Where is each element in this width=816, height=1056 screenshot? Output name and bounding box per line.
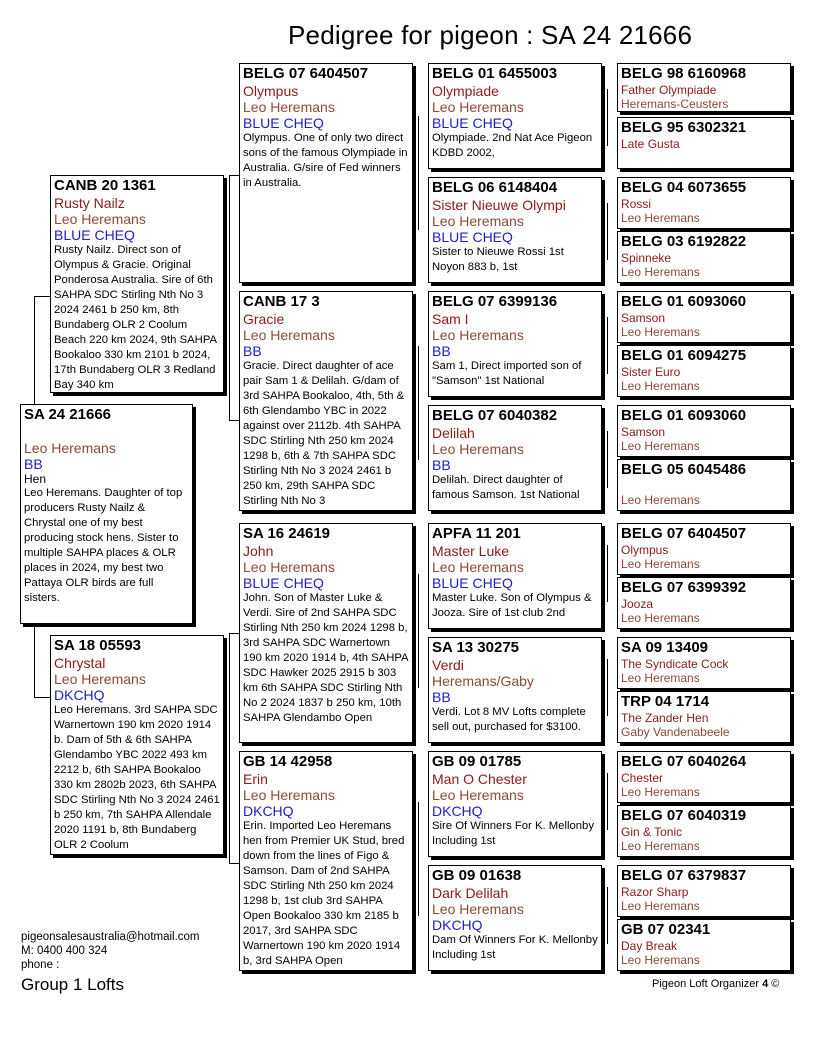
pigeon-name: Man O Chester: [432, 771, 527, 787]
pigeon-name: The Syndicate Cock: [621, 657, 729, 671]
breeder: Leo Heremans: [243, 787, 335, 803]
contact-email[interactable]: pigeonsalesaustralia@hotmail.com: [21, 931, 200, 943]
breeder: Leo Heremans: [54, 211, 146, 227]
breeder: Leo Heremans: [24, 440, 116, 456]
ring-number: BELG 05 6045486: [621, 461, 747, 478]
ancestor-card[interactable]: [617, 459, 791, 511]
ancestor-card[interactable]: [617, 577, 791, 629]
ancestor-card[interactable]: [617, 345, 791, 397]
ancestor-card[interactable]: [617, 523, 791, 575]
contact-mobile: M: 0400 400 324: [21, 945, 108, 957]
pigeon-name: Gin & Tonic: [621, 825, 683, 839]
pigeon-name: [24, 424, 189, 440]
connector-line: [607, 887, 608, 944]
ancestor-card[interactable]: [617, 691, 791, 743]
connector-line: [418, 802, 419, 916]
connector-line: [607, 659, 608, 716]
pigeon-name: [621, 479, 787, 493]
grandsire-card[interactable]: [239, 523, 413, 743]
breeder: Leo Heremans: [243, 99, 335, 115]
ancestor-card[interactable]: [428, 523, 602, 629]
breeder: Leo Heremans: [54, 671, 146, 687]
pigeon-color: BB: [432, 457, 451, 473]
connector-line: [229, 420, 239, 421]
ring-number: GB 07 02341: [621, 921, 711, 938]
ancestor-card[interactable]: [617, 865, 791, 917]
granddam-card[interactable]: [239, 291, 413, 511]
pigeon-name: Late Gusta: [621, 137, 680, 151]
grandsire-card[interactable]: [239, 63, 413, 283]
ring-number: BELG 07 6379837: [621, 867, 747, 884]
ring-number: BELG 01 6093060: [621, 293, 747, 310]
pigeon-color: BLUE CHEQ: [432, 115, 513, 131]
ring-number: BELG 07 6404507: [621, 525, 747, 542]
ancestor-card[interactable]: [617, 637, 791, 689]
ring-number: SA 16 24619: [243, 525, 331, 542]
pigeon-name: Chester: [621, 771, 664, 785]
pigeon-name: Rusty Nailz: [54, 195, 125, 211]
pigeon-name: Jooza: [621, 597, 654, 611]
ring-number: BELG 98 6160968: [621, 65, 747, 82]
pigeon-name: Master Luke: [432, 543, 510, 559]
pigeon-name: John: [243, 543, 274, 559]
connector-line: [229, 175, 239, 176]
pigeon-notes: Sister to Nieuwe Rossi 1st Noyon 883 b, 1st: [432, 246, 564, 273]
pigeon-name: Sister Nieuwe Olympi: [432, 197, 566, 213]
pigeon-color: BLUE CHEQ: [432, 575, 513, 591]
pigeon-color: BB: [24, 456, 43, 472]
contact-phone: phone :: [21, 959, 60, 971]
ring-number: BELG 07 6040264: [621, 753, 747, 770]
ancestor-card[interactable]: [617, 919, 791, 971]
pigeon-color: DKCHQ: [432, 803, 483, 819]
connector-line: [34, 697, 50, 698]
ring-number: APFA 11 201: [432, 525, 521, 542]
ancestor-card[interactable]: [428, 291, 602, 397]
footer-credit: [652, 978, 779, 990]
pigeon-name: Spinneke: [621, 251, 672, 265]
pigeon-notes: Sam 1, Direct imported son of "Samson" 1st National: [432, 360, 582, 387]
breeder: Leo Heremans: [621, 557, 700, 571]
breeder: Leo Heremans: [621, 611, 700, 625]
breeder: Leo Heremans: [621, 953, 700, 967]
connector-line: [229, 175, 230, 420]
pigeon-notes: Rusty Nailz. Direct son of Olympus & Gracie. Original Ponderosa Australia. Sire of 6th SAHPA SDC Stirling Nth No 3 2024 2461 b 250 km, 8th Bundaberg OLR 2 Coolum Beach 220 km 2024, 9th SAHPA Bookaloo 330 km 2101 b 2024, 17th Bundaberg OLR 3 Redland Bay 340 km: [54, 244, 217, 391]
ring-number: BELG 04 6073655: [621, 179, 747, 196]
pigeon-color: DKCHQ: [243, 803, 294, 819]
pigeon-notes: Olympus. One of only two direct sons of the famous Olympiade in Australia. G/sire of Fed winners in Australia.: [243, 132, 408, 189]
ring-number: TRP 04 1714: [621, 693, 710, 710]
pigeon-name: Father Olympiade: [621, 83, 717, 97]
pigeon-name: Delilah: [432, 425, 475, 441]
ring-number: SA 24 21666: [24, 406, 112, 423]
ancestor-card[interactable]: [617, 117, 791, 169]
ring-number: BELG 03 6192822: [621, 233, 747, 250]
ring-number: BELG 07 6399136: [432, 293, 558, 310]
pigeon-name: Day Break: [621, 939, 678, 953]
pigeon-name: The Zander Hen: [621, 711, 709, 725]
breeder: Leo Heremans: [621, 211, 700, 225]
subject-pigeon-card[interactable]: [20, 404, 193, 624]
pigeon-notes: Master Luke. Son of Olympus & Jooza. Sire of 1st club 2nd: [432, 592, 592, 619]
ring-number: CANB 17 3: [243, 293, 320, 310]
ring-number: GB 14 42958: [243, 753, 333, 770]
ancestor-card[interactable]: [617, 231, 791, 283]
pigeon-notes: Erin. Imported Leo Heremans hen from Premier UK Stud, bred down from the lines of Figo & Samson. Dam of 2nd SAHPA SDC Stirling Nth 250 km 2024 1298 b, 1st club 3rd SAHPA Open Bookaloo 330 km 2185 b 2017, 3rd SAHPA SDC Warnertown 190 km 2020 1914 b, 3rd SAHPA Open: [243, 820, 405, 967]
pigeon-notes: Leo Heremans. 3rd SAHPA SDC Warnertown 190 km 2020 1914 b. Dam of 5th & 6th SAHPA Glendambo YBC 2022 493 km 2212 b, 6th SAHPA Bookaloo 330 km 2802b 2023, 6th SAHPA SDC Stirling Nth No 3 2024 2461 b 250 km, 7th SAHPA Allendale 2020 1191 b, 8th Bundaberg OLR 2 Coolum: [54, 704, 220, 851]
breeder: Leo Heremans: [621, 265, 700, 279]
connector-line: [607, 431, 608, 488]
connector-line: [229, 633, 239, 634]
pigeon-notes: Delilah. Direct daughter of famous Samson. 1st National: [432, 474, 580, 501]
ancestor-card[interactable]: [617, 805, 791, 857]
ring-number: BELG 06 6148404: [432, 179, 558, 196]
breeder: Leo Heremans: [621, 899, 700, 913]
pigeon-name: Samson: [621, 425, 666, 439]
pigeon-name: Erin: [243, 771, 268, 787]
ring-number: GB 09 01785: [432, 753, 522, 770]
pigeon-notes: Olympiade. 2nd Nat Ace Pigeon KDBD 2002,: [432, 132, 593, 159]
sire-card[interactable]: [50, 175, 224, 393]
ring-number: BELG 95 6302321: [621, 119, 747, 136]
pigeon-notes: Verdi. Lot 8 MV Lofts complete sell out, purchased for $3100.: [432, 706, 586, 733]
ancestor-card[interactable]: [428, 637, 602, 743]
connector-line: [229, 633, 230, 863]
ring-number: SA 13 30275: [432, 639, 520, 656]
connector-line: [34, 296, 50, 297]
ring-number: BELG 01 6455003: [432, 65, 558, 82]
breeder: Leo Heremans: [432, 787, 524, 803]
pigeon-color: DKCHQ: [54, 687, 105, 703]
pigeon-color: BLUE CHEQ: [243, 575, 324, 591]
pigeon-color: BB: [432, 689, 451, 705]
page-title: Pedigree for pigeon : SA 24 21666: [288, 20, 693, 50]
ring-number: GB 09 01638: [432, 867, 522, 884]
connector-line: [34, 627, 35, 697]
breeder: Leo Heremans: [621, 839, 700, 853]
breeder: Gaby Vandenabeele: [621, 725, 730, 739]
connector-line: [418, 116, 419, 230]
ancestor-card[interactable]: [428, 405, 602, 511]
ancestor-card[interactable]: [428, 63, 602, 169]
pigeon-color: DKCHQ: [432, 917, 483, 933]
breeder: Leo Heremans: [432, 99, 524, 115]
pigeon-notes: Sire Of Winners For K. Mellonby Including 1st: [432, 820, 594, 847]
breeder: Heremans/Gaby: [432, 673, 534, 689]
pigeon-name: Rossi: [621, 197, 652, 211]
ancestor-card[interactable]: [428, 177, 602, 283]
contact-info: [21, 930, 200, 972]
pigeon-name: Sam I: [432, 311, 469, 327]
ancestor-card[interactable]: [428, 751, 602, 857]
pigeon-color: BLUE CHEQ: [432, 229, 513, 245]
breeder: Leo Heremans: [621, 439, 700, 453]
pigeon-name: Olympus: [621, 543, 669, 557]
connector-line: [607, 89, 608, 146]
ring-number: BELG 07 6404507: [243, 65, 369, 82]
ancestor-card[interactable]: [617, 177, 791, 229]
ancestor-card[interactable]: [617, 291, 791, 343]
pigeon-name: Dark Delilah: [432, 885, 509, 901]
pigeon-name: Olympiade: [432, 83, 499, 99]
ring-number: BELG 07 6040382: [432, 407, 558, 424]
breeder: Leo Heremans: [243, 559, 335, 575]
granddam-card[interactable]: [239, 751, 413, 971]
app-version: 4: [762, 978, 769, 990]
breeder: Leo Heremans: [621, 325, 700, 339]
breeder: Leo Heremans: [621, 493, 700, 507]
ancestor-card[interactable]: [617, 63, 791, 112]
breeder: Leo Heremans: [621, 379, 700, 393]
pigeon-name: Verdi: [432, 657, 464, 673]
connector-line: [34, 296, 35, 406]
pigeon-color: BLUE CHEQ: [54, 227, 135, 243]
copyright-symbol: ©: [771, 978, 780, 990]
breeder: Leo Heremans: [432, 441, 524, 457]
ring-number: BELG 07 6399392: [621, 579, 747, 596]
ring-number: BELG 07 6040319: [621, 807, 747, 824]
breeder: Leo Heremans: [432, 559, 524, 575]
pigeon-name: Chrystal: [54, 655, 106, 671]
ring-number: BELG 01 6094275: [621, 347, 747, 364]
pigeon-color: BLUE CHEQ: [243, 115, 324, 131]
breeder: Leo Heremans: [243, 327, 335, 343]
breeder: Leo Heremans: [621, 671, 700, 685]
ancestor-card[interactable]: [617, 751, 791, 803]
connector-line: [607, 545, 608, 602]
connector-line: [607, 773, 608, 830]
loft-name: Group 1 Lofts: [21, 975, 125, 994]
connector-line: [607, 317, 608, 374]
connector-line: [229, 863, 239, 864]
ring-number: BELG 01 6093060: [621, 407, 747, 424]
pigeon-color: BB: [243, 343, 262, 359]
pigeon-color: BB: [432, 343, 451, 359]
connector-line: [418, 346, 419, 460]
pigeon-notes: John. Son of Master Luke & Verdi. Sire of 2nd SAHPA SDC Stirling Nth 250 km 2024 1298 b, 3rd SAHPA SDC Warnertown 190 km 2020 1914 b, 4th SAHPA SDC Hawker 2025 2915 b 303 km 6th SAHPA SDC Stirling Nth No 2 2024 1837 b 250 km, 10th SAHPA Glendambo Open: [243, 592, 408, 724]
breeder: Leo Heremans: [432, 327, 524, 343]
pigeon-name: Gracie: [243, 311, 285, 327]
pigeon-notes: Gracie. Direct daughter of ace pair Sam 1 & Delilah. G/dam of 3rd SAHPA Bookaloo, 4th, 5th & 6th Glendambo YBC in 2022 against over 2112b. 4th SAHPA SDC Stirling Nth 250 km 2024 1298 b, 6th & 7th SAHPA SDC Stirling Nth No 3 2024 2461 b 250 km, 29th SAHPA SDC Stirling Nth No 3: [243, 360, 405, 507]
connector-line: [418, 574, 419, 688]
ancestor-card[interactable]: [617, 405, 791, 457]
pigeon-notes: Leo Heremans. Daughter of top producers Rusty Nailz & Chrystal one of my best producing stock hens. Sister to multiple SAHPA places & OLR places in 2024, my best two Pattaya OLR birds are full sisters.: [24, 487, 183, 604]
breeder: Leo Heremans: [432, 901, 524, 917]
connector-line: [607, 203, 608, 260]
pigeon-name: Razor Sharp: [621, 885, 689, 899]
pigeon-name: Samson: [621, 311, 666, 325]
pigeon-sex: Hen: [24, 472, 47, 486]
app-name: Pigeon Loft Organizer: [652, 978, 760, 990]
pigeon-name: Sister Euro: [621, 365, 681, 379]
ring-number: SA 18 05593: [54, 637, 142, 654]
dam-card[interactable]: [50, 635, 224, 855]
pigeon-name: Olympus: [243, 83, 299, 99]
pigeon-notes: Dam Of Winners For K. Mellonby Including 1st: [432, 934, 598, 961]
breeder: Leo Heremans: [432, 213, 524, 229]
breeder: Leo Heremans: [621, 785, 700, 799]
breeder: Heremans-Ceusters: [621, 97, 729, 111]
ring-number: SA 09 13409: [621, 639, 709, 656]
ancestor-card[interactable]: [428, 865, 602, 971]
ring-number: CANB 20 1361: [54, 177, 156, 194]
